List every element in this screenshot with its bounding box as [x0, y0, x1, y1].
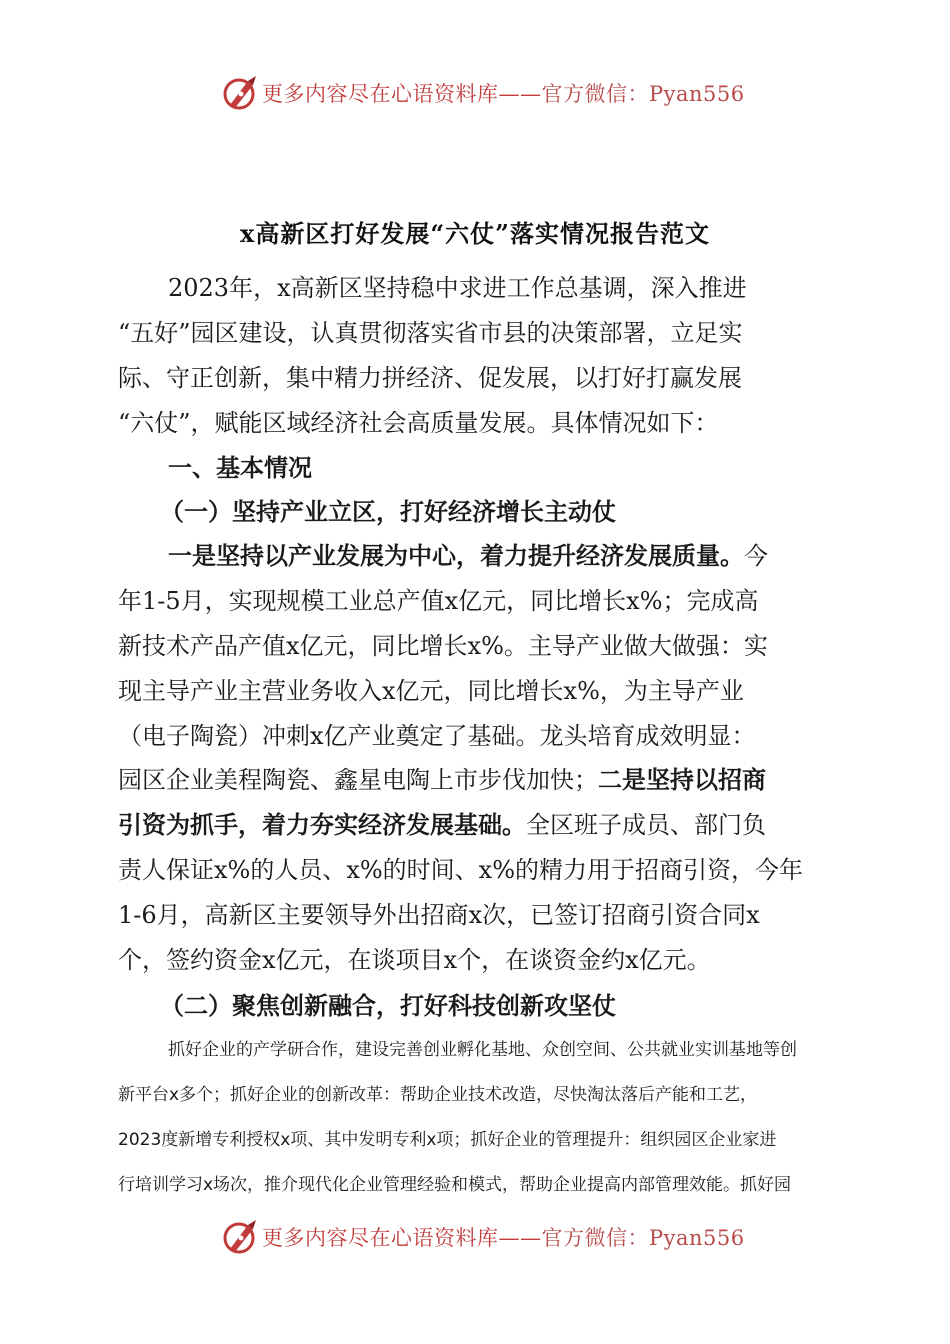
para-line: 行培训学习x场次，推介现代化企业管理经验和模式，帮助企业提高内部管理效能。抓好园 [118, 1175, 792, 1195]
intro-line: “五好”园区建设，认真贯彻落实省市县的决策部署，立足实 [118, 319, 743, 347]
para-line: 园区企业美程陶瓷、鑫星电陶上市步伐加快；二是坚持以招商 [118, 765, 766, 794]
watermark-text: 更多内容尽在心语资料库——官方微信：Pyan556 [262, 1226, 745, 1250]
watermark-banner-top [220, 72, 745, 114]
para-line: （电子陶瓷）冲刺x亿产业奠定了基础。龙头培育成效明显： [118, 722, 756, 750]
watermark-text: 更多内容尽在心语资料库——官方微信：Pyan556 [262, 82, 745, 106]
para-line: 引资为抓手，着力夯实经济发展基础。全区班子成员、部门负 [118, 810, 766, 839]
section-heading: 一、基本情况 [168, 453, 312, 482]
bold-lead: 二是坚持以招商 [598, 765, 766, 794]
intro-line: “六仗”，赋能区域经济社会高质量发展。具体情况如下： [118, 409, 719, 437]
para-line: 新平台x多个；抓好企业的创新改革：帮助企业技术改造，尽快淘汰落后产能和工艺， [118, 1085, 758, 1105]
para-line: 年1-5月，实现规模工业总产值x亿元，同比增长x%；完成高 [118, 587, 759, 615]
para-line: 新技术产品产值x亿元，同比增长x%。主导产业做大做强：实 [118, 632, 768, 660]
pen-nib-logo-icon [220, 1217, 260, 1257]
para-line: 2023度新增专利授权x项、其中发明专利x项；抓好企业的管理提升：组织园区企业家进 [118, 1130, 777, 1150]
document-title: x高新区打好发展“六仗”落实情况报告范文 [240, 219, 710, 248]
subsection-heading: （二）聚焦创新融合，打好科技创新攻坚仗 [160, 991, 616, 1020]
para-line: 责人保证x%的人员、x%的时间、x%的精力用于招商引资，今年 [118, 856, 804, 884]
subsection-heading: （一）坚持产业立区，打好经济增长主动仗 [160, 497, 616, 526]
para-line: 抓好企业的产学研合作，建设完善创业孵化基地、众创空间、公共就业实训基地等创 [168, 1040, 797, 1060]
intro-line: 2023年，x高新区坚持稳中求进工作总基调，深入推进 [168, 274, 747, 302]
watermark-banner-bottom [220, 1216, 745, 1258]
bold-lead: 一是坚持以产业发展为中心，着力提升经济发展质量。 [168, 541, 744, 570]
para-line: 现主导产业主营业务收入x亿元，同比增长x%，为主导产业 [118, 677, 744, 705]
pen-nib-logo-icon [220, 73, 260, 113]
para-line: 个，签约资金x亿元，在谈项目x个，在谈资金约x亿元。 [118, 946, 711, 974]
para-line: 一是坚持以产业发展为中心，着力提升经济发展质量。今 [168, 541, 768, 570]
para-line: 1-6月，高新区主要领导外出招商x次，已签订招商引资合同x [118, 901, 760, 929]
bold-lead: 引资为抓手，着力夯实经济发展基础。 [118, 810, 526, 839]
intro-line: 际、守正创新，集中精力拼经济、促发展，以打好打赢发展 [118, 364, 742, 392]
